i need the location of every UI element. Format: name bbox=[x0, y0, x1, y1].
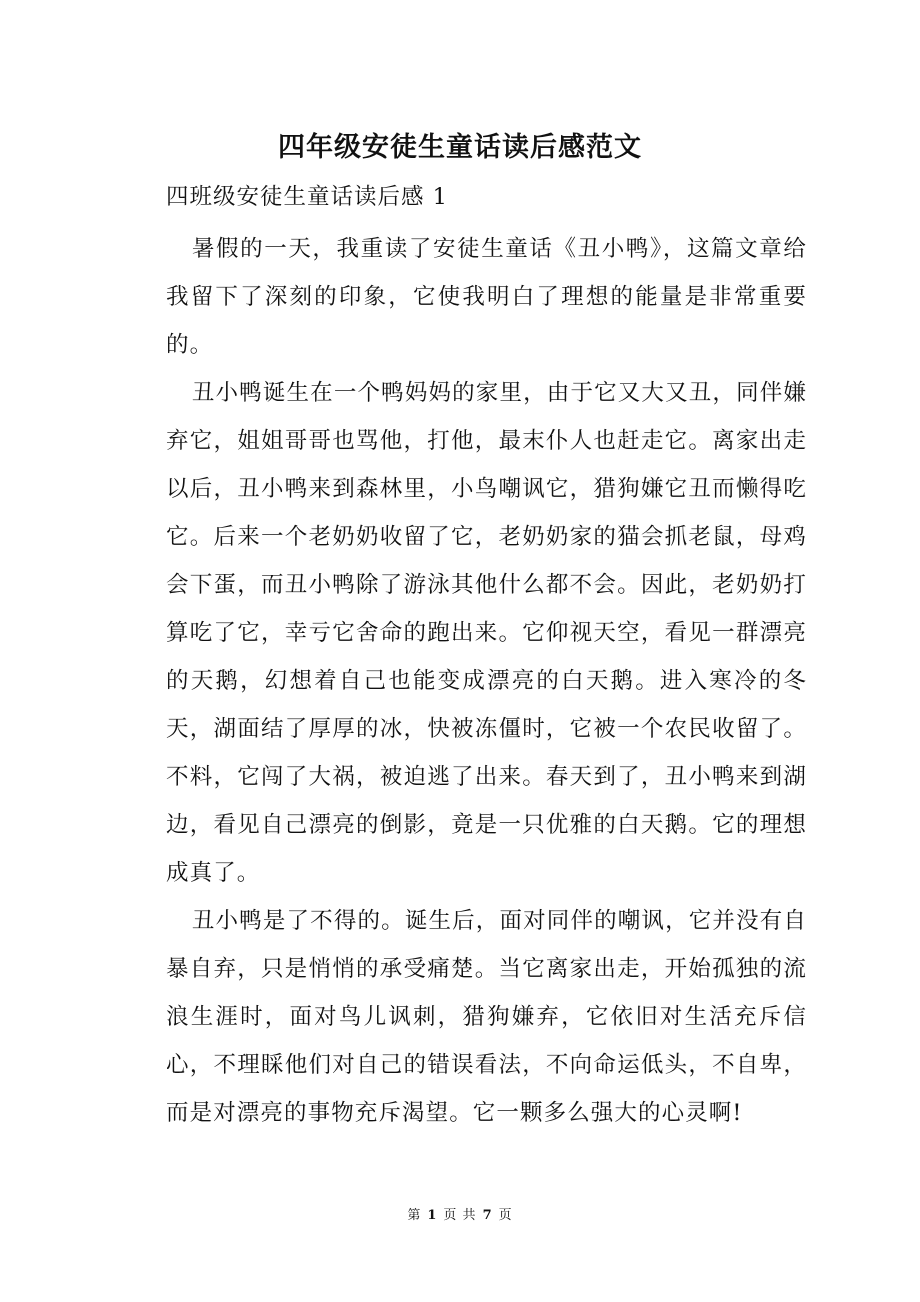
section-heading: 四班级安徒生童话读后感 1 bbox=[166, 184, 448, 210]
page-footer-suffix: 页 bbox=[498, 1208, 513, 1223]
page-number: 1 bbox=[427, 1208, 438, 1223]
page-footer bbox=[0, 1206, 920, 1226]
paragraph: 丑小鸭是了不得的。诞生后，面对同伴的嘲讽，它并没有自暴自弃，只是悄悄的承受痛楚。当它离家出走，开始孤独的流浪生涯时，面对鸟儿讽刺，猎狗嫌弃，它依旧对生活充斥信心，不理睬他们对自己的错误看法，不向命运低头，不自卑，而是对漂亮的事物充斥渴望。它一颗多么强大的心灵啊! bbox=[166, 908, 807, 1126]
paragraph: 丑小鸭诞生在一个鸭妈妈的家里，由于它又大又丑，同伴嫌弃它，姐姐哥哥也骂他，打他，最末仆人也赶走它。离家出走以后，丑小鸭来到森林里，小鸟嘲讽它，猎狗嫌它丑而懒得吃它。后来一个老奶奶收留了它，老奶奶家的猫会抓老鼠，母鸡会下蛋，而丑小鸭除了游泳其他什么都不会。因此，老奶奶打算吃了它，幸亏它舍命的跑出来。它仰视天空，看见一群漂亮的天鹅，幻想着自己也能变成漂亮的白天鹅。进入寒冷的冬天，湖面结了厚厚的冰，快被冻僵时，它被一个农民收留了。不料，它闯了大祸，被迫逃了出来。春天到了，丑小鸭来到湖边，看见自己漂亮的倒影，竟是一只优雅的白天鹅。它的理想成真了。 bbox=[166, 380, 807, 886]
page-total: 7 bbox=[482, 1208, 493, 1223]
page-footer-prefix: 第 bbox=[407, 1208, 422, 1223]
document-title: 四年级安徒生童话读后感范文 bbox=[278, 132, 642, 163]
page-footer-middle: 页 共 bbox=[443, 1208, 477, 1223]
paragraph: 暑假的一天，我重读了安徒生童话《丑小鸭》，这篇文章给我留下了深刻的印象，它使我明白了理想的能量是非常重要的。 bbox=[166, 236, 807, 358]
document-body bbox=[166, 225, 807, 1137]
